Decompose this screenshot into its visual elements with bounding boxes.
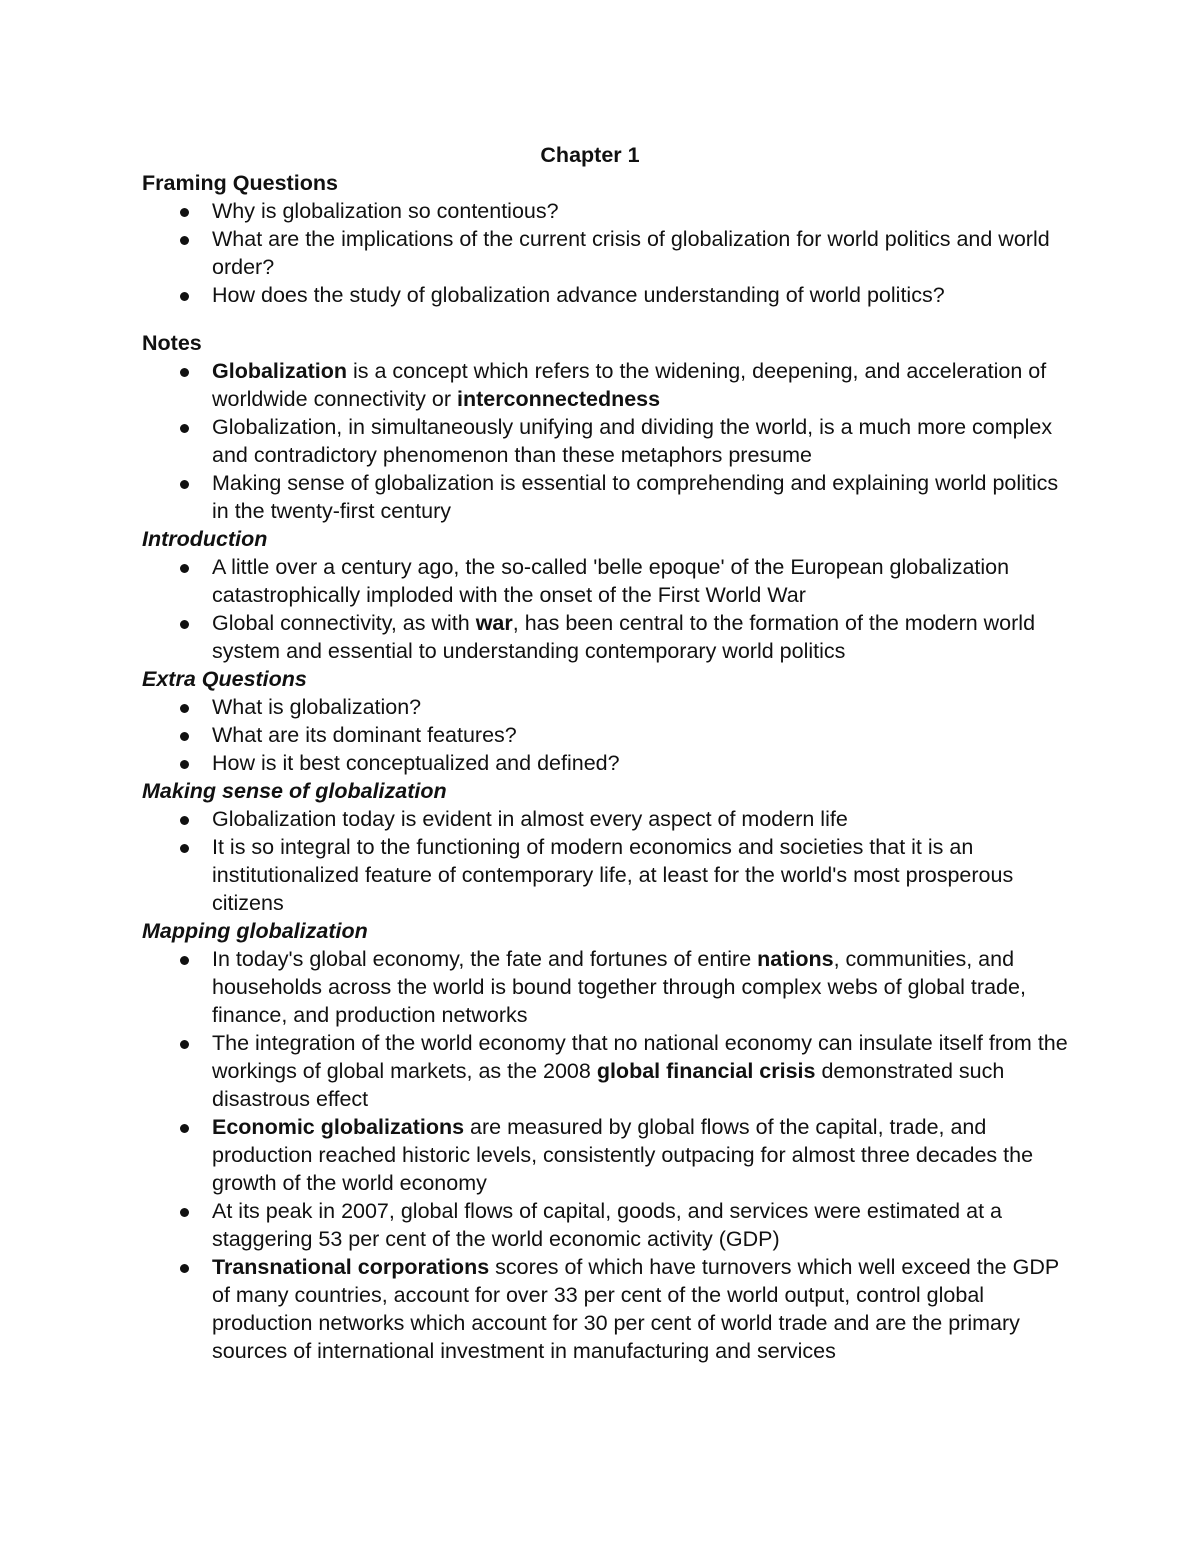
bullet-list	[142, 693, 1070, 777]
bullet-dot-icon	[180, 1124, 189, 1133]
text-run: How is it best conceptualized and defined?	[212, 751, 620, 775]
bullet-dot-icon	[180, 1040, 189, 1049]
text-run: Making sense of globalization is essential to comprehending and explaining world politics in the twenty-first century	[212, 471, 1059, 523]
text-run: How does the study of globalization advance understanding of world politics?	[212, 283, 945, 307]
bold-term: Transnational corporations	[212, 1255, 490, 1279]
text-run: A little over a century ago, the so-called 'belle epoque' of the European globalization catastrophically imploded with the onset of the First World War	[212, 555, 1010, 607]
bold-term: Economic globalizations	[212, 1115, 465, 1139]
document-body	[142, 169, 1070, 1365]
bullet-dot-icon	[180, 816, 189, 825]
bullet-dot-icon	[180, 236, 189, 245]
text-run: , communities, and households across the world is bound together through complex webs of global trade, finance, and production networks	[212, 947, 1026, 1027]
list-item	[212, 413, 1070, 469]
list-item	[212, 1029, 1070, 1113]
list-item	[212, 1113, 1070, 1197]
list-item	[212, 721, 1070, 749]
list-item	[212, 693, 1070, 721]
list-item	[212, 749, 1070, 777]
list-item	[212, 1197, 1070, 1253]
text-run: , has been central to the formation of the modern world system and essential to understanding contemporary world politics	[212, 611, 1036, 663]
bullet-dot-icon	[180, 620, 189, 629]
list-item	[212, 833, 1070, 917]
bold-term: interconnectedness	[456, 387, 661, 411]
section-heading: Notes	[142, 331, 202, 355]
section-heading: Framing Questions	[142, 171, 338, 195]
bold-term: Globalization	[212, 359, 347, 383]
bullet-dot-icon	[180, 292, 189, 301]
list-item	[212, 197, 1070, 225]
bullet-dot-icon	[180, 956, 189, 965]
list-item	[212, 281, 1070, 309]
bullet-dot-icon	[180, 1264, 189, 1273]
text-run: Global connectivity, as with	[212, 611, 476, 635]
text-run: are measured by global flows of the capital, trade, and production reached historic levels, consistently outpacing for almost three decades the growth of the world economy	[212, 1115, 1034, 1195]
section-heading: Introduction	[142, 527, 268, 551]
section-heading: Extra Questions	[142, 667, 307, 691]
text-run: What are its dominant features?	[212, 723, 517, 747]
bullet-dot-icon	[180, 844, 189, 853]
bullet-list	[142, 553, 1070, 665]
text-run: What are the implications of the current crisis of globalization for world politics and world order?	[212, 227, 1050, 279]
text-run: In today's global economy, the fate and fortunes of entire	[212, 947, 758, 971]
list-item	[212, 357, 1070, 413]
bullet-dot-icon	[180, 368, 189, 377]
bullet-list	[142, 357, 1070, 525]
page-title: Chapter 1	[540, 143, 640, 167]
list-item	[212, 1253, 1070, 1365]
section-heading: Mapping globalization	[142, 919, 368, 943]
bullet-dot-icon	[180, 480, 189, 489]
text-run: scores of which have turnovers which well exceed the GDP of many countries, account for over 33 per cent of the world output, control global production networks which account for 30 per cent of world trade and are the primary sources of international investment in manufacturing and services	[212, 1255, 1059, 1363]
text-run: is a concept which refers to the widening, deepening, and acceleration of worldwide connectivity or	[212, 359, 1047, 411]
list-item	[212, 469, 1070, 525]
bullet-dot-icon	[180, 1208, 189, 1217]
text-run: The integration of the world economy that no national economy can insulate itself from the workings of global markets, as the 2008	[212, 1031, 1068, 1083]
list-item	[212, 225, 1070, 281]
bullet-dot-icon	[180, 564, 189, 573]
bullet-dot-icon	[180, 208, 189, 217]
text-run: Globalization, in simultaneously unifying and dividing the world, is a much more complex and contradictory phenomenon than these metaphors presume	[212, 415, 1053, 467]
list-item	[212, 609, 1070, 665]
text-run: demonstrated such disastrous effect	[212, 1059, 1005, 1111]
list-item	[212, 945, 1070, 1029]
bullet-dot-icon	[180, 704, 189, 713]
bullet-dot-icon	[180, 732, 189, 741]
text-run: At its peak in 2007, global flows of capital, goods, and services were estimated at a staggering 53 per cent of the world economic activity (GDP)	[212, 1199, 1002, 1251]
text-run: Why is globalization so contentious?	[212, 199, 559, 223]
list-item	[212, 805, 1070, 833]
text-run: Globalization today is evident in almost every aspect of modern life	[212, 807, 848, 831]
bullet-dot-icon	[180, 424, 189, 433]
list-item	[212, 553, 1070, 609]
bold-term: global financial crisis	[596, 1059, 816, 1083]
text-run: What is globalization?	[212, 695, 422, 719]
bold-term: nations	[757, 947, 834, 971]
section-heading: Making sense of globalization	[142, 779, 447, 803]
bullet-list	[142, 197, 1070, 309]
bullet-dot-icon	[180, 760, 189, 769]
bold-term: war	[475, 611, 513, 635]
bullet-list	[142, 805, 1070, 917]
section-gap	[142, 309, 1070, 329]
text-run: It is so integral to the functioning of modern economics and societies that it is an institutionalized feature of contemporary life, at least for the world's most prosperous citizens	[212, 835, 1014, 915]
bullet-list	[142, 945, 1070, 1365]
